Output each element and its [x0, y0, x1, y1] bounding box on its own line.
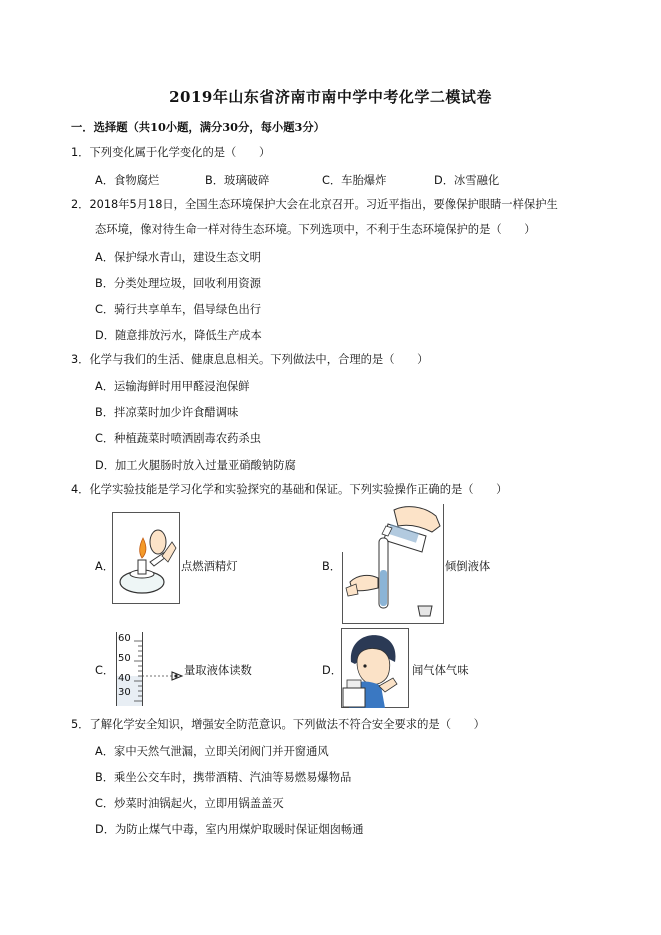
- question-1-option-a: A．食物腐烂: [95, 174, 160, 187]
- question-2-stem-line2: 态环境，像对待生命一样对待生态环境。下列选项中，不利于生态环境保护的是（ ）: [95, 223, 536, 236]
- question-1-option-c: C．车胎爆炸: [322, 174, 387, 187]
- question-3-option-c: C．种植蔬菜时喷洒剧毒农药杀虫: [95, 432, 262, 445]
- smelling-gas-figure: [341, 628, 409, 708]
- question-1-option-b: B．玻璃破碎: [205, 174, 270, 187]
- question-4-option-b-letter: B．: [322, 560, 342, 573]
- question-2-option-b: B．分类处理垃圾，回收利用资源: [95, 277, 261, 290]
- pouring-liquid-figure: [342, 504, 444, 624]
- question-2-option-c: C．骑行共享单车，倡导绿色出行: [95, 303, 262, 316]
- cylinder-tick-60: 60: [118, 633, 131, 644]
- question-5-option-a: A．家中天然气泄漏，立即关闭阀门并开窗通风: [95, 745, 329, 758]
- question-1-option-d: D．冰雪融化: [434, 174, 500, 187]
- question-4-option-d-label: 闻气体气味: [412, 664, 469, 677]
- section-heading: 一．选择题（共10小题，满分30分，每小题3分）: [71, 120, 325, 134]
- cylinder-tick-50: 50: [118, 653, 131, 664]
- question-5-option-c: C．炒菜时油锅起火，立即用锅盖盖灭: [95, 797, 284, 810]
- question-5-option-b: B．乘坐公交车时，携带酒精、汽油等易燃易爆物品: [95, 771, 352, 784]
- question-2-option-a: A．保护绿水青山，建设生态文明: [95, 251, 261, 264]
- question-4-option-b-label: 倾倒液体: [445, 560, 491, 573]
- question-3-option-d: D．加工火腿肠时放入过量亚硝酸钠防腐: [95, 459, 296, 472]
- question-2-option-d: D．随意排放污水，降低生产成本: [95, 329, 262, 342]
- question-3-option-a: A．运输海鲜时用甲醛浸泡保鲜: [95, 380, 250, 393]
- question-3-stem: 3．化学与我们的生活、健康息息相关。下列做法中，合理的是（ ）: [71, 353, 429, 366]
- cylinder-tick-40: 40: [118, 673, 131, 684]
- question-5-stem: 5．了解化学安全知识，增强安全防范意识。下列做法不符合安全要求的是（ ）: [71, 718, 485, 731]
- question-2-stem-line1: 2．2018年5月18日，全国生态环境保护大会在北京召开。习近平指出，要像保护眼睛一样保护生: [71, 198, 558, 211]
- exam-title: 2019年山东省济南市南中学中考化学二模试卷: [169, 88, 492, 106]
- cylinder-tick-30: 30: [118, 687, 131, 698]
- question-4-option-c-label: 量取液体读数: [184, 664, 252, 677]
- question-4-option-a-letter: A．: [95, 560, 115, 573]
- question-3-option-b: B．拌凉菜时加少许食醋调味: [95, 406, 239, 419]
- question-4-option-d-letter: D．: [322, 664, 342, 677]
- alcohol-lamp-figure: [112, 512, 180, 604]
- question-4-option-a-label: 点燃酒精灯: [181, 560, 238, 573]
- question-5-option-d: D．为防止煤气中毒，室内用煤炉取暖时保证烟囱畅通: [95, 823, 364, 836]
- question-4-option-c-letter: C．: [95, 664, 115, 677]
- question-4-stem: 4．化学实验技能是学习化学和实验探究的基础和保证。下列实验操作正确的是（ ）: [71, 483, 508, 496]
- question-1-stem: 1．下列变化属于化学变化的是（ ）: [71, 146, 271, 159]
